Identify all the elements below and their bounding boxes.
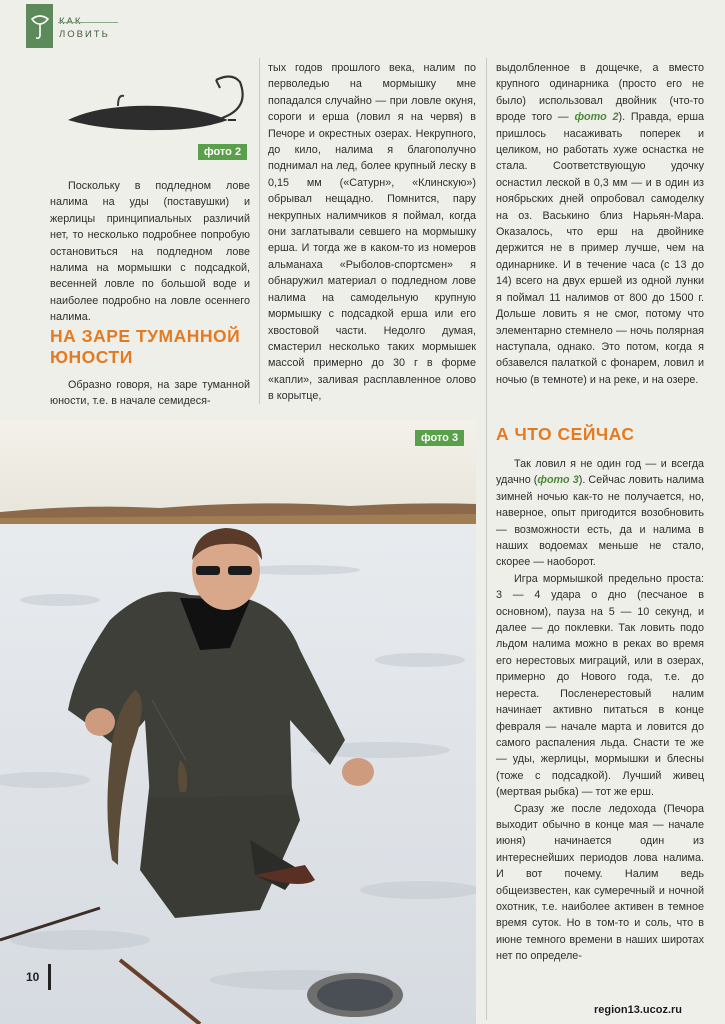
col3-p3: Сразу же после ледохода (Печора выходит обычно в конце мая — начале июня) начинается один из интереснейших периодов лова налима. И вот почему. Налим ведь общеизвестен, как сумеречный и ночной охотник, т.е. наиболее активен в темное время суток. Но в том-то и соль, что в июне темного времени в наших широтах нет по определе- [496,802,704,963]
col1-para2: Образно говоря, на заре туманной юности, т.е. в начале семидеся- [50,379,250,408]
heading-youth: НА ЗАРЕ ТУМАННОЙ ЮНОСТИ [50,326,241,367]
col1-para1: Поскольку в подледном лове налима на уды (поставушки) и жерлицы принципиальных различий нет, то несколько подробнее попробую остановиться на подледном лове налима на мормышки с подсадкой, весенней ловле по большой воде и наиболее подробно на ловле осеннего налима. [50,180,250,324]
col3-p1-a: Так ловил я не один год — и всегда удачно ( [496,458,704,487]
col3-p1-b: ). Сейчас ловить налима зимней ночью как-то не получается, но, наверное, опыт пригодится возобновить — возможности есть, да и налима в наших водоемах меньше не стало, скорее — наоборот. [496,474,704,569]
col2-text: тых годов прошлого века, налим по перволедью на мормышку мне попадался случайно — при ловле окуня, сороги и ерша (ловил я на червя) в Печоре и окрестных озерах. Некрупного, до кило, налима я благополучно поднимал на лед, более крупный леску в 0,15 мм («Сатурн», «Клинскую») обрывал нещадно. Помнится, пару некрупных налимчиков я поймал, когда они заглатывали севшего на мормышку ерша. И тогда же в каком-то из номеров альманаха «Рыболов-спортсмен» я обнаружил материал о подледном лове налима на самодельную крупную мормышку с подсадкой ерша или его хвостовой части. Недолго думая, смастерил несколько таких мормышек массой примерно до 30 г в форме «капли», заливая расплавленное олово в корытце, [268,62,476,403]
fish-logo-icon [26,4,53,48]
col3-p2: Игра мормышкой предельно проста: 3 — 4 удара о дно (песчаное в основном), пауза на 5 — 10 секунд, и далее — до поклевки. Так ловить подо льдом налима можно в реках во время его нерестовых миграций, или в озерах, примерно до Нового года, т.е. до нереста. Посленерестовый налим начинает активно питаться в конце февраля — начале марта и ловится до самого распаления льда. Снасти те же — уды, жерлицы, мормышки и блесны (тоже с подсадкой). Лучший живец (мертвая рыбка) — тот же ерш. [496,572,704,799]
watermark: region13.ucoz.ru [594,1004,683,1016]
photo3-label: фото 3 [415,430,464,446]
column-1-cont [50,377,250,410]
page-number: 10 [26,970,40,984]
column-1 [50,178,250,326]
page-number-bar [48,964,51,990]
rubric-rule [58,22,118,23]
col3-text-b: ). Правда, ерша пришлось насаживать поперек и целиком, но работать хуже оснастка не стала. Соответствующую удочку оснастил леской в 0,3 мм — и в один из ноябрьских дней опробовал самоделку на оз. Васькино близ Нарьян-Мара. Оказалось, что ерш на двойнике держится не в пример лучше, чем на одинарнике. И в течение часа (с 13 до 14) всего на двух ершей из одной лунки я поймал 11 налимов от 800 до 1500 г. Дольше ловить я не смог, потому что элементарно стемнело — ночь полярная наступала, однако. Это потом, когда я обзавелся палаткой с фонарем, ловил и ночью (в темноте) и на реке, и на озере. [496,111,704,386]
photo3-reference: фото 3 [537,474,579,487]
col3-text-a: выдолбленное в дощечке, а вместо крупного одинарника (просто его не было) использовал двойник (что-то вроде того — [496,62,704,124]
column-3-cont [496,456,704,965]
column-2 [268,60,476,405]
photo2-reference: фото 2 [574,111,619,124]
rubric-line2: ЛОВИТЬ [59,29,110,40]
column-divider-1 [259,58,260,404]
jig-lure-image [60,68,255,148]
photo3-fisherman-image [0,420,476,1024]
photo2-label: фото 2 [198,144,247,160]
column-divider-2 [486,58,487,1020]
heading-now: А ЧТО СЕЙЧАС [496,424,635,444]
rubric [26,4,110,50]
column-3 [496,60,704,388]
